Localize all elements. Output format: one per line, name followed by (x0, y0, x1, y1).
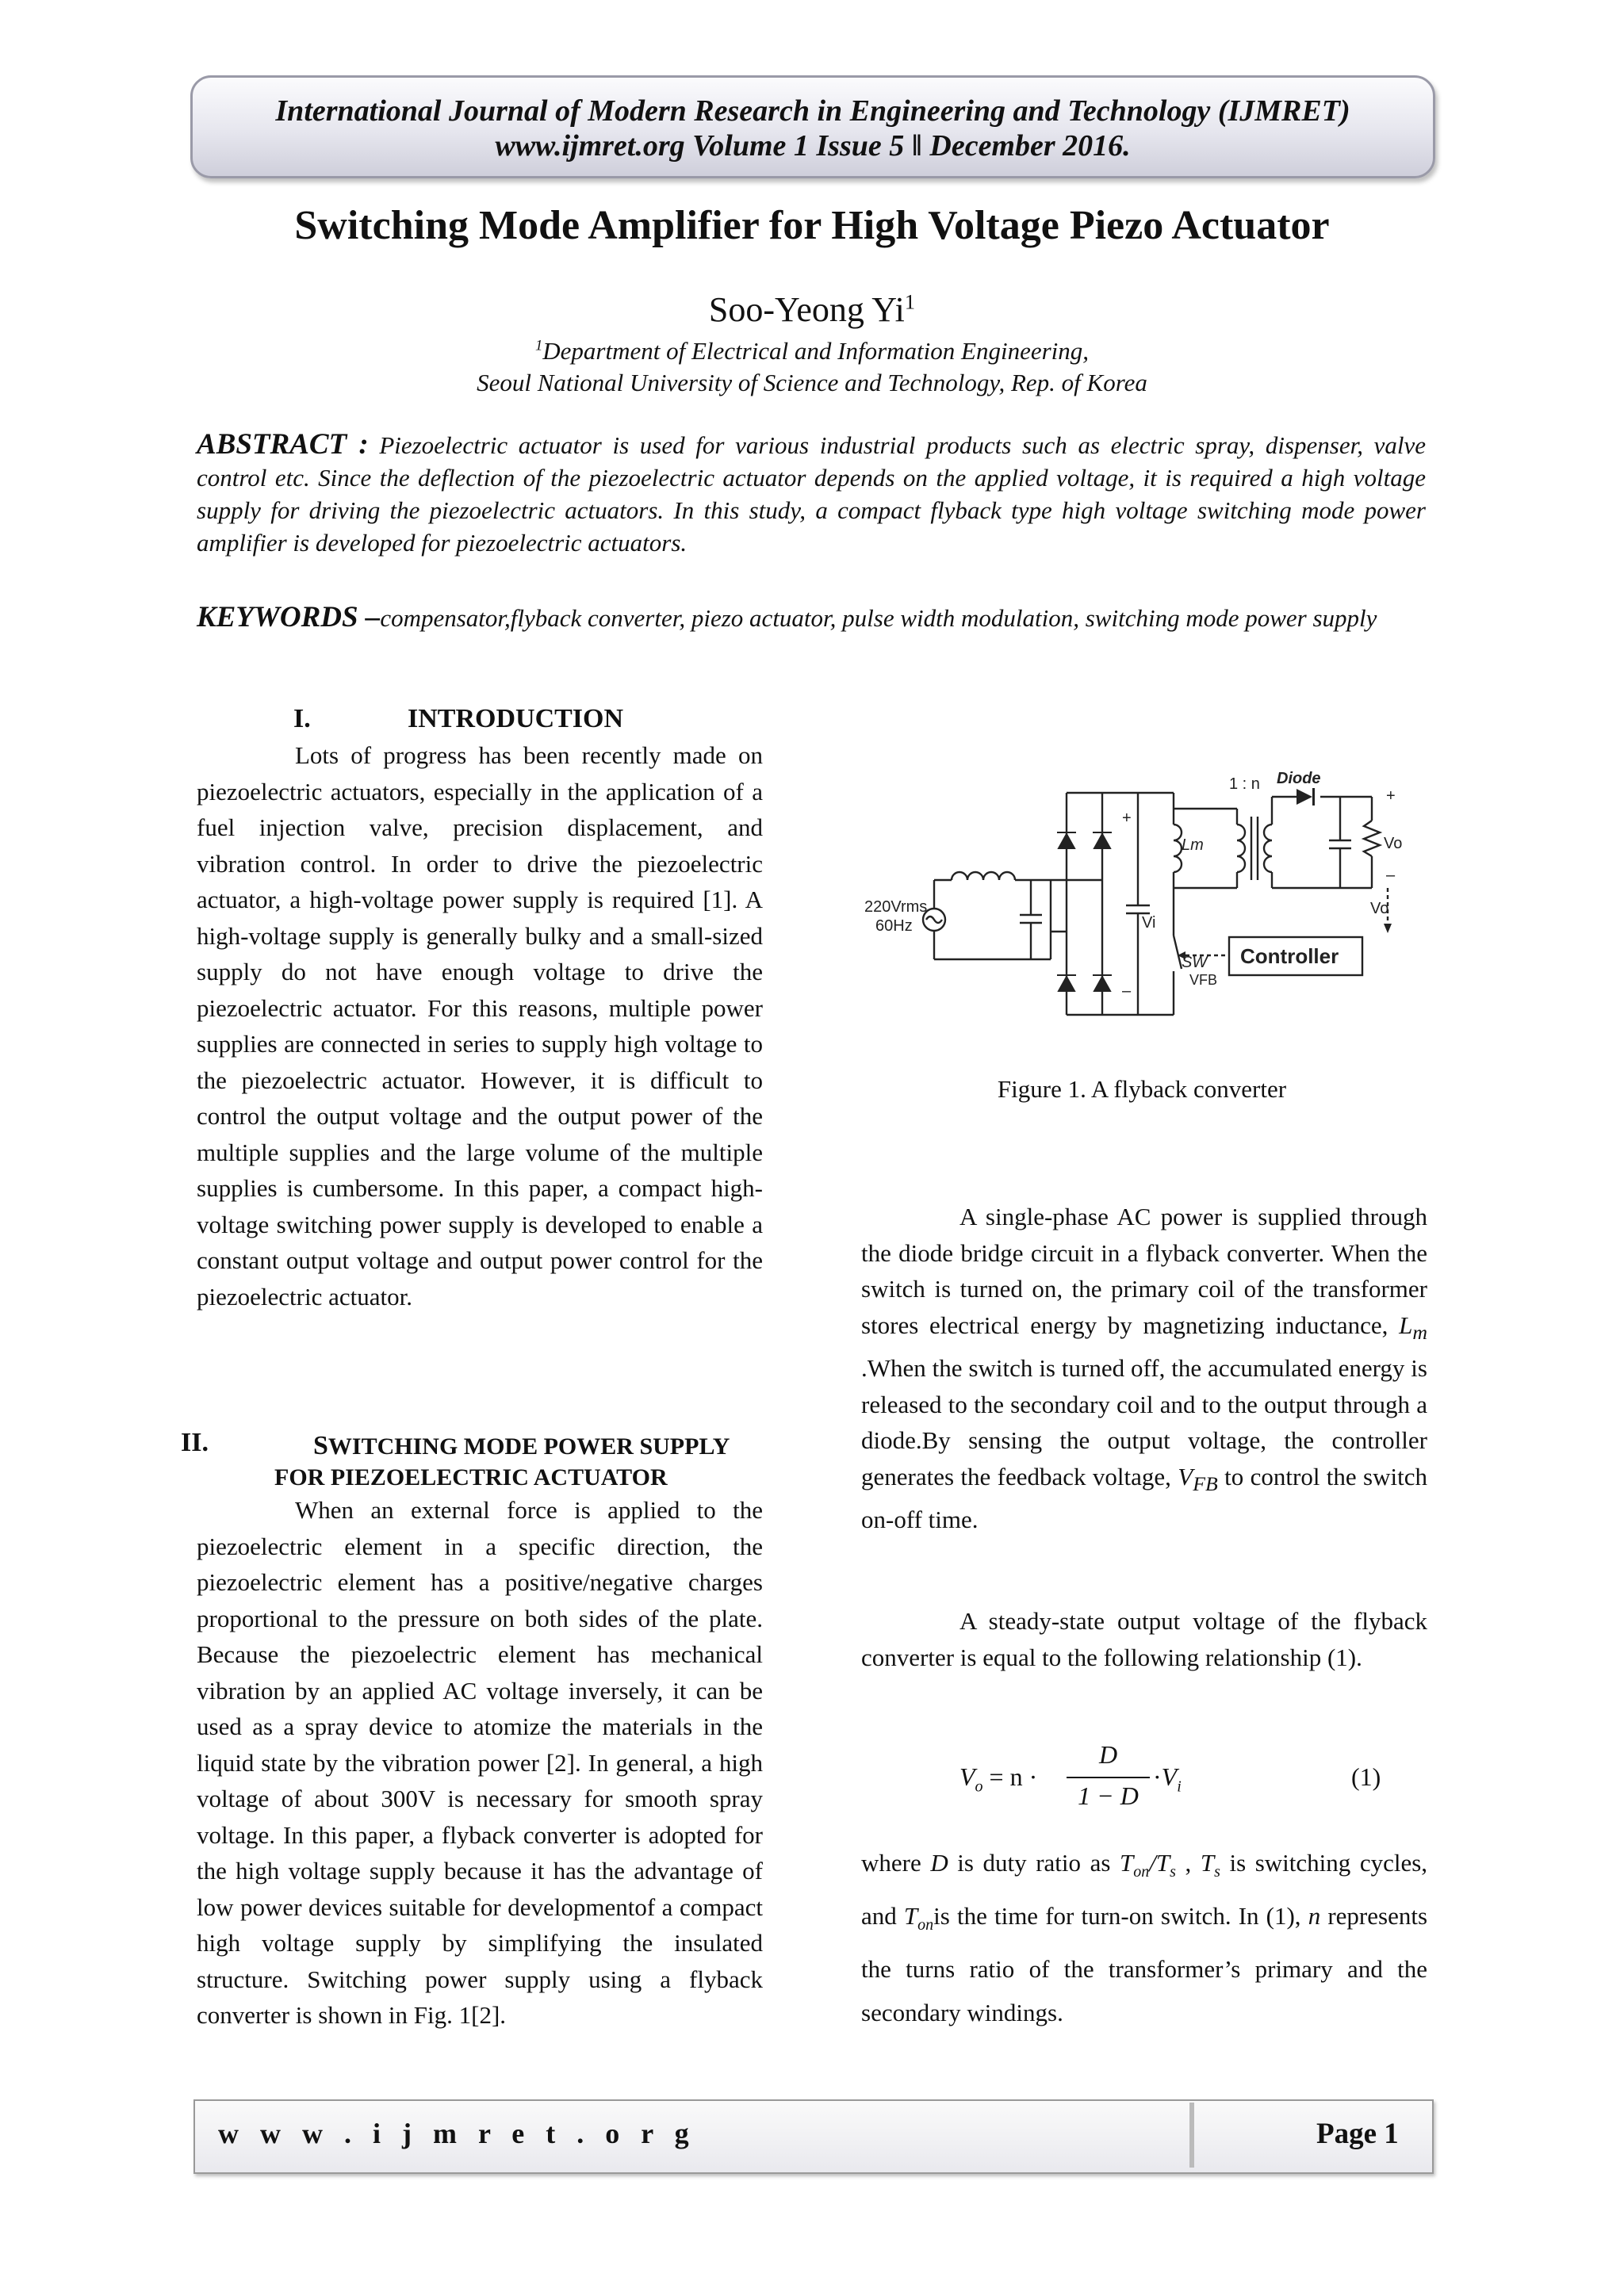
eq-dot: · (1153, 1762, 1162, 1791)
magnetizing-inductor (1174, 825, 1182, 872)
right-p3 (861, 1841, 1427, 2034)
keywords-label: KEYWORDS – (197, 601, 381, 633)
switch (1174, 936, 1182, 969)
journal-header (190, 75, 1435, 178)
figure1-caption: Figure 1. A flyback converter (997, 1075, 1287, 1103)
p3-d-text: represents the turns ratio of the transformer’s primary and the secondary windings. (861, 1902, 1428, 2027)
eq-lhs-sub: o (975, 1777, 983, 1796)
section1-paragraph: Lots of progress has been recently made on piezoelectric actuators, especially in the application of a fuel injection valve, precision displacement, and vibration control. In order to drive the piezoelectric actuator, a high-voltage power supply is required [1]. A high-voltage supply is generally bulky and a small-sized supply do not have enough voltage to drive the piezoelectric actuator. For this reasons, multiple power supplies are connected in series to supply high voltage to the piezoelectric actuator. However, it is difficult to control the output voltage and the output power of the multiple supplies and the large volume of the multiple supplies is cumbersome. In this paper, a compact high-voltage switching power supply is developed to enable a constant output voltage and output power control for the piezoelectric actuator. (197, 741, 763, 1311)
abstract-text: Piezoelectric actuator is used for various industrial products such as electric spray, dispenser, valve control etc. Since the deflection of the piezoelectric actuator depends on the applied voltage, it is required a high voltage supply for driving the piezoelectric actuators. In this study, a compact flyback type high voltage switching mode power amplifier is developed for piezoelectric actuators. (197, 431, 1427, 557)
right-paragraph3 (861, 1841, 1427, 2034)
load-resistor (1364, 821, 1380, 856)
right-paragraph2 (861, 1603, 1427, 1675)
affiliation-dept: Department of Electrical and Information Engineering, (542, 337, 1090, 365)
abstract (197, 428, 1426, 559)
p3-d: D (930, 1849, 948, 1877)
figure-vfb-label: VFB (1189, 972, 1218, 988)
eq-rhs: V (1161, 1762, 1178, 1791)
p3-s: s (1170, 1863, 1176, 1881)
author-name: Soo-Yeong Yi (708, 290, 905, 329)
journal-name: International Journal of Modern Research in Engineering and Technology (IJMRET) (275, 94, 1350, 128)
p3-on2: on (917, 1916, 934, 1934)
footer-divider (1189, 2103, 1194, 2168)
figure-sw-label: SW (1182, 954, 1208, 971)
figure-plus-right: + (1386, 787, 1396, 805)
equation-1 (959, 1740, 1427, 1816)
secondary-winding (1264, 825, 1272, 872)
p3-t1: T (1120, 1849, 1134, 1877)
eq-lhs: V (959, 1762, 975, 1791)
figure-plus-left: + (1122, 809, 1132, 827)
figure-lm-label: Lm (1182, 836, 1204, 854)
right-p1 (861, 1199, 1427, 1538)
section2-title-line1 (313, 1431, 730, 1461)
figure-diode-label: Diode (1277, 770, 1321, 787)
p3-a: is duty ratio as (957, 1849, 1111, 1877)
eq-fraction-bar (1067, 1777, 1150, 1778)
bridge-diode-1 (1059, 834, 1074, 848)
bridge-diode-2 (1094, 834, 1110, 848)
figure-minus-left: – (1122, 982, 1132, 1000)
eq-denominator: 1 − D (1078, 1781, 1139, 1810)
p3-b: is switching cycles, and (861, 1849, 1428, 1931)
footer-page-number: Page 1 (1316, 2118, 1399, 2150)
section1-title: INTRODUCTION (408, 704, 624, 733)
primary-winding (1237, 825, 1245, 872)
figure-controller-label: Controller (1240, 944, 1339, 968)
eq-equals: = n · (989, 1762, 1038, 1791)
right-p1-c: to control the switch on-off time. (861, 1462, 1427, 1534)
keywords-text: compensator,flyback converter, piezo actuator, pulse width modulation, switching mode power supply (380, 604, 1377, 632)
eq-number: (1) (1351, 1762, 1381, 1791)
figure-source-freq: 60Hz (875, 917, 913, 935)
right-p1-b: .When the switch is turned off, the accumulated energy is released to the secondary coil and to the output through a diode.By sensing the output voltage, the controller generates the feedback voltage, (861, 1354, 1427, 1490)
section2-number: II. (181, 1428, 209, 1457)
p3-slash: / (1149, 1849, 1156, 1877)
p3-n: n (1308, 1902, 1321, 1931)
figure-vi-label: Vi (1142, 914, 1156, 932)
figure-vo-label: Vo (1384, 835, 1403, 852)
vfb-sub: FB (1193, 1471, 1218, 1495)
section2-title-cap: S (313, 1431, 328, 1460)
p3-where: where (861, 1849, 921, 1877)
p3-t2: T (1155, 1849, 1170, 1877)
section2-title-rest: WITCHING MODE POWER SUPPLY (327, 1433, 730, 1460)
section2-paragraph: When an external force is applied to the piezoelectric element in a specific direction, the piezoelectric element has a positive/negative charges proportional to the pressure on both sides of the plate. Because the piezoelectric element has mechanical vibration by an applied AC voltage inversely, it can be used as a spray device to atomize the materials in the liquid state by the vibration power [2]. In general, a high voltage of about 300V is necessary for smooth spray voltage. In this paper, a flyback converter is adopted for the high voltage supply because it has the advantage of low power devices suitable for developmentof a compact high voltage supply by simplifying the insulated structure. Switching power supply using a flyback converter is shown in Fig. 1[2]. (197, 1496, 763, 2029)
figure-vo-feedback-label: Vo (1370, 900, 1389, 917)
vfb-symbol (1178, 1462, 1218, 1495)
keywords (197, 601, 1426, 634)
p3-t4: T (903, 1902, 918, 1931)
paper-title: Switching Mode Amplifier for High Voltage Piezo Actuator (294, 203, 1330, 248)
affiliation-sup: 1 (534, 337, 543, 354)
figure1-circuit (864, 761, 1419, 1031)
lm-symbol (1399, 1311, 1428, 1344)
eq-numerator: D (1098, 1740, 1118, 1769)
output-diode-icon (1297, 789, 1312, 805)
affiliation-line1 (0, 337, 1624, 365)
figure-ratio-label: 1 : n (1229, 775, 1260, 793)
right-p1-a: A single-phase AC power is supplied through the diode bridge circuit in a flyback converter. When the switch is turned on, the primary coil of the transformer stores electrical energy by magnetizing inductance, (861, 1203, 1427, 1339)
right-p2: A steady-state output voltage of the flyback converter is equal to the following relationship (1). (861, 1607, 1427, 1671)
figure-minus-right: – (1386, 867, 1396, 884)
lm-sub: m (1412, 1320, 1428, 1344)
affiliation-line2: Seoul National University of Science and Technology, Rep. of Korea (477, 369, 1147, 396)
section2-title-line2: FOR PIEZOELECTRIC ACTUATOR (274, 1464, 668, 1490)
section2-body (197, 1492, 763, 2034)
bridge-diode-4 (1094, 977, 1110, 991)
p3-on: on (1133, 1863, 1150, 1881)
p3-t3: T (1200, 1849, 1215, 1877)
journal-issue: www.ijmret.org Volume 1 Issue 5 ǁ December 2016. (495, 129, 1131, 163)
section1-body (197, 737, 763, 1314)
section1-number: I. (293, 704, 311, 733)
right-paragraph1 (861, 1199, 1427, 1538)
footer-url: w w w . i j m r e t . o r g (218, 2118, 696, 2149)
abstract-label: ABSTRACT : (197, 428, 369, 461)
p3-s2: s (1214, 1863, 1220, 1881)
eq-rhs-sub: i (1177, 1777, 1182, 1796)
lm-sym: L (1399, 1311, 1413, 1339)
author-line (0, 289, 1624, 330)
input-inductor (952, 872, 1015, 880)
bridge-diode-3 (1059, 977, 1074, 991)
vfb-sym: V (1178, 1462, 1193, 1490)
figure-source-voltage: 220Vrms (864, 898, 928, 916)
author-sup: 1 (904, 289, 916, 314)
p3-comma: , (1185, 1849, 1192, 1877)
p3-c: is the time for turn-on switch. In (1), (933, 1902, 1301, 1931)
